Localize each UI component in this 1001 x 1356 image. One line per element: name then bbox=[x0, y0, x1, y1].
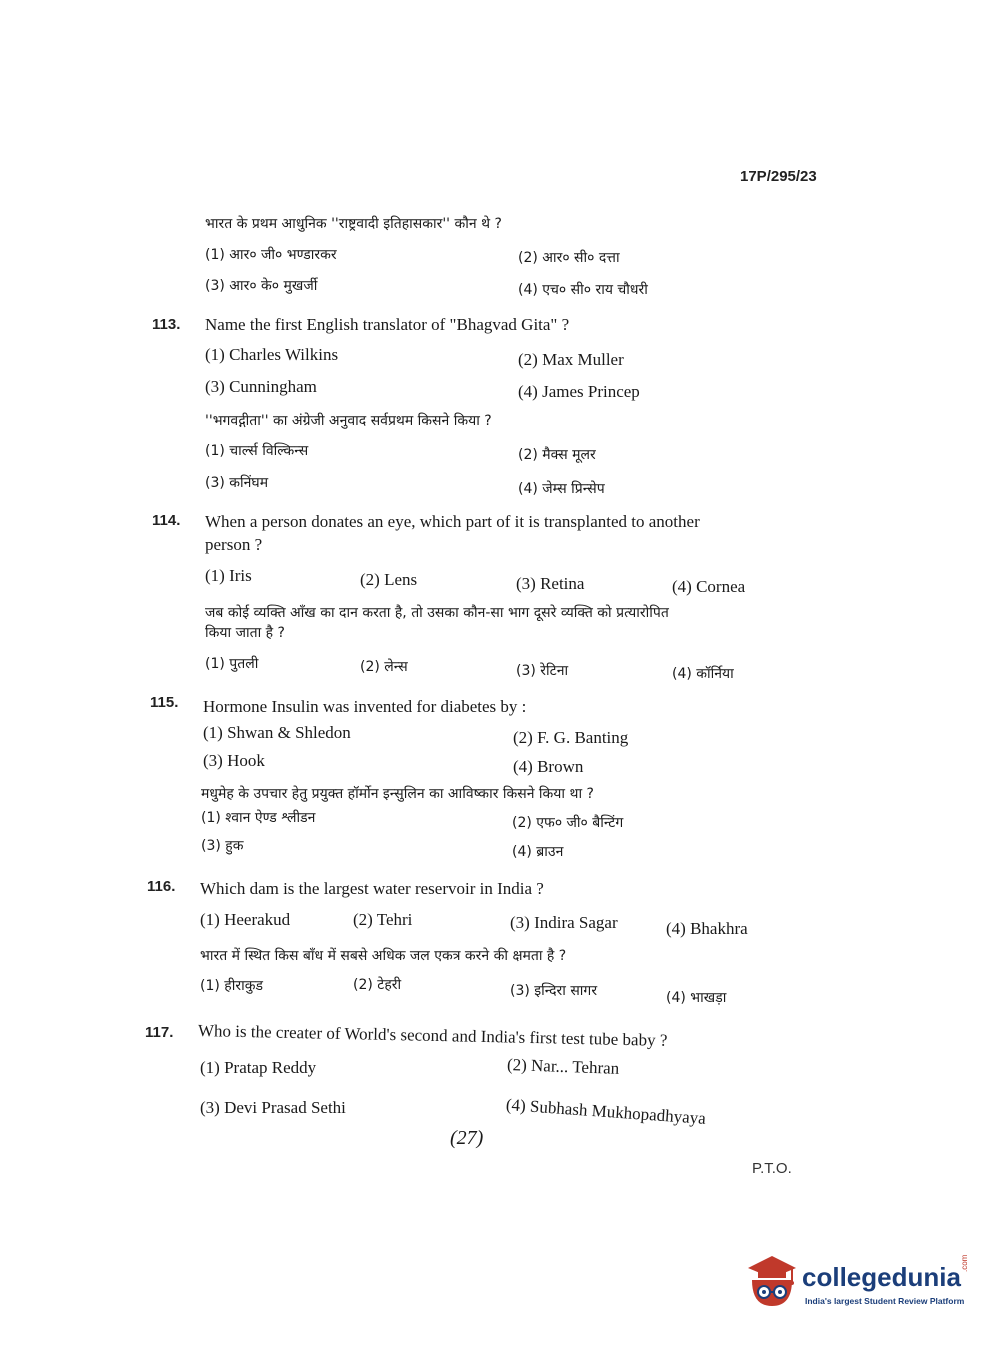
option-2-hi: (2) एफ० जी० बैन्टिंग bbox=[512, 815, 624, 831]
option-4-en: (4) Brown bbox=[513, 757, 584, 776]
option-3-en: (3) Hook bbox=[203, 751, 265, 770]
question-number: 115. bbox=[150, 694, 179, 711]
option-1-hi: (1) चार्ल्स विल्किन्स bbox=[205, 443, 309, 459]
question-number: 117. bbox=[145, 1024, 174, 1041]
option-4-en: (4) Subhash Mukhopadhyaya bbox=[505, 1095, 707, 1128]
option-3-hi: (3) इन्दिरा सागर bbox=[510, 983, 598, 999]
option-2-hi: (2) आर० सी० दत्ता bbox=[518, 250, 620, 266]
option-2-hi: (2) लेन्स bbox=[360, 659, 408, 675]
paper-code: 17P/295/23 bbox=[740, 168, 817, 185]
option-1-hi: (1) हीराकुड bbox=[200, 978, 263, 994]
question-text-en-line2: person ? bbox=[205, 535, 263, 554]
question-number: 114. bbox=[152, 512, 181, 529]
pto-label: P.T.O. bbox=[752, 1160, 792, 1177]
option-1-en: (1) Charles Wilkins bbox=[205, 345, 339, 364]
question-text-hi: भारत में स्थित किस बाँध में सबसे अधिक जल एकत्र करने की क्षमता है ? bbox=[200, 948, 567, 964]
option-4-hi: (4) ब्राउन bbox=[512, 844, 564, 860]
brand-suffix: .com bbox=[960, 1254, 969, 1272]
option-4-hi: (4) भाखड़ा bbox=[666, 990, 727, 1006]
option-1-en: (1) Shwan & Shledon bbox=[203, 723, 351, 742]
option-4-en: (4) James Princep bbox=[518, 382, 640, 401]
option-2-en: (2) Lens bbox=[360, 570, 418, 589]
option-2-hi: (2) मैक्स मूलर bbox=[518, 447, 596, 463]
option-2-en: (2) F. G. Banting bbox=[513, 728, 629, 747]
option-2-en: (2) Tehri bbox=[353, 910, 413, 929]
question-text-hi: मधुमेह के उपचार हेतु प्रयुक्त हॉर्मोन इन्सुलिन का आविष्कार किसने किया था ? bbox=[201, 786, 594, 802]
question-text-hi: भारत के प्रथम आधुनिक ''राष्ट्रवादी इतिहासकार'' कौन थे ? bbox=[205, 216, 502, 232]
option-4-hi: (4) जेम्स प्रिन्सेप bbox=[518, 481, 605, 497]
question-text-hi-line1: जब कोई व्यक्ति आँख का दान करता है, तो उसका कौन-सा भाग दूसरे व्यक्ति को प्रत्यारोपित bbox=[205, 605, 669, 621]
brand-tagline: India's largest Student Review Platform bbox=[805, 1296, 965, 1306]
option-3-en: (3) Retina bbox=[516, 574, 585, 593]
question-number: 113. bbox=[152, 316, 181, 333]
option-2-en: (2) Nar... Tehran bbox=[506, 1055, 620, 1078]
collegedunia-logo-icon bbox=[742, 1252, 800, 1310]
option-3-en: (3) Indira Sagar bbox=[510, 913, 618, 932]
option-4-hi: (4) कॉर्निया bbox=[672, 666, 734, 682]
question-text-en: Which dam is the largest water reservoir in India ? bbox=[200, 879, 544, 898]
option-4-en: (4) Bhakhra bbox=[666, 919, 748, 938]
option-1-hi: (1) श्वान ऐण्ड श्लीडन bbox=[201, 810, 316, 826]
option-3-en: (3) Cunningham bbox=[205, 377, 317, 396]
option-4-hi: (4) एच० सी० राय चौधरी bbox=[518, 282, 648, 298]
option-1-hi: (1) आर० जी० भण्डारकर bbox=[205, 247, 337, 263]
question-text-en-line1: When a person donates an eye, which part of it is transplanted to another bbox=[205, 512, 700, 531]
brand-name: collegedunia bbox=[802, 1262, 961, 1292]
question-text-hi-line2: किया जाता है ? bbox=[205, 625, 285, 641]
question-text-en: Who is the creater of World's second and India's first test tube baby ? bbox=[197, 1021, 668, 1050]
option-1-en: (1) Pratap Reddy bbox=[200, 1058, 317, 1077]
option-3-en: (3) Devi Prasad Sethi bbox=[200, 1098, 346, 1117]
question-text-en: Hormone Insulin was invented for diabetes by : bbox=[203, 697, 527, 716]
question-number: 116. bbox=[147, 878, 176, 895]
option-3-hi: (3) रेटिना bbox=[516, 663, 569, 679]
option-4-en: (4) Cornea bbox=[672, 577, 746, 596]
collegedunia-watermark bbox=[742, 1252, 972, 1312]
page-number: (27) bbox=[450, 1127, 484, 1149]
option-3-hi: (3) आर० के० मुखर्जी bbox=[205, 278, 318, 294]
option-3-hi: (3) हुक bbox=[201, 838, 244, 854]
option-2-en: (2) Max Muller bbox=[518, 350, 624, 369]
option-2-hi: (2) टेहरी bbox=[353, 977, 402, 993]
option-1-en: (1) Heerakud bbox=[200, 910, 291, 929]
option-1-en: (1) Iris bbox=[205, 566, 252, 585]
question-text-hi: ''भगवद्गीता'' का अंग्रेजी अनुवाद सर्वप्रथम किसने किया ? bbox=[205, 413, 492, 429]
question-text-en: Name the first English translator of "Bhagvad Gita" ? bbox=[205, 315, 570, 334]
option-1-hi: (1) पुतली bbox=[205, 656, 259, 672]
option-3-hi: (3) कनिंघम bbox=[205, 475, 269, 491]
